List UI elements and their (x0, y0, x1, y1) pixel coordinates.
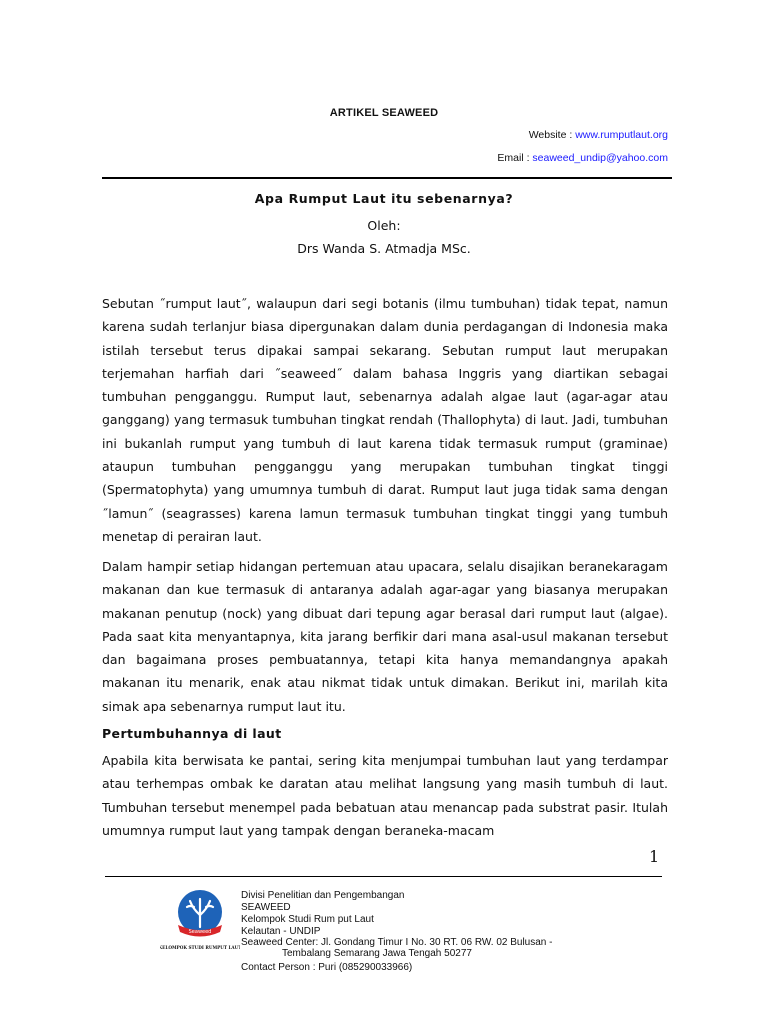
logo-caption: KELOMPOK STUDI RUMPUT LAUT (160, 945, 240, 950)
seaweed-tree-icon (160, 887, 240, 955)
email-line (497, 152, 668, 164)
article-title: Apa Rumput Laut itu sebenarnya? (254, 191, 514, 206)
footer-group: Kelompok Studi Rum put Laut (241, 914, 374, 925)
author-name: Drs Wanda S. Atmadja MSc. (297, 241, 471, 256)
document-label: ARTIKEL SEAWEED (329, 107, 439, 119)
email-label: Email : (497, 152, 533, 164)
paragraph-1-text: Sebutan ˝rumput laut˝, walaupun dari segi botanis (ilmu tumbuhan) tidak tepat, namun karena sudah terlanjur biasa dipergunakan dalam dunia perdagangan di Indonesia maka istilah tersebut terus dipakai sampai sekarang. Sebutan rumput laut merupakan terjemahan harfiah dari ˝seaweed˝ dalam bahasa Inggris yang diartikan sebagai tumbuhan pengganggu. Rumput laut, sebenarnya adalah algae laut (agar-agar atau ganggang) yang termasuk tumbuhan tingkat rendah (Thallophyta) di laut. Jadi, tumbuhan ini bukanlah rumput yang tumbuh di laut karena tidak termasuk rumput (graminae) ataupun tumbuhan pengganggu yang merupakan tumbuhan tingkat tinggi (Spermatophyta) yang umumnya tumbuh di darat. Rumput laut juga tidak sama dengan ˝lamun˝ (seagrasses) karena lamun termasuk tumbuhan tingkat tinggi yang tumbuh menetap di perairan laut. (102, 296, 668, 544)
logo-ribbon-text: Seaweed (188, 929, 212, 935)
website-line (529, 129, 668, 141)
header-divider (102, 177, 672, 179)
footer-division: Divisi Penelitian dan Pengembangan (241, 890, 405, 901)
paragraph-2-text: Dalam hampir setiap hidangan pertemuan atau upacara, selalu disajikan beranekaragam makanan dan kue termasuk di antaranya adalah agar-agar yang biasanya merupakan makanan penutup (nock) yang dibuat dari tepung agar berasal dari rumput laut (algae). Pada saat kita menyantapnya, kita jarang berfikir dari mana asal-usul makanan tersebut dan bagaimana proses pembuatannya, tetapi kita hanya memandangnya apakah makanan itu menarik, enak atau nikmat tidak untuk dimakan. Berikut ini, marilah kita simak apa sebenarnya rumput laut itu. (102, 559, 668, 714)
website-link[interactable]: www.rumputlaut.org (575, 129, 668, 141)
footer-faculty: Kelautan - UNDIP (241, 926, 321, 937)
email-link[interactable]: seaweed_undip@yahoo.com (532, 152, 668, 164)
page-number: 1 (649, 847, 660, 866)
footer-address-cont: Tembalang Semarang Jawa Tengah 50277 (282, 948, 472, 959)
paragraph-2 (102, 555, 668, 718)
footer-address: Seaweed Center: Jl. Gondang Timur I No. 30 RT. 06 RW. 02 Bulusan - (241, 937, 553, 948)
footer-contact: Contact Person : Puri (085290033966) (241, 962, 413, 973)
by-label: Oleh: (367, 218, 401, 233)
paragraph-3-text: Apabila kita berwisata ke pantai, sering kita menjumpai tumbuhan laut yang terdampar atau terhempas ombak ke daratan atau melihat langsung yang masih tumbuh di laut. Tumbuhan tersebut menempel pada bebatuan atau menancap pada substrat pasir. Itulah umumnya rumput laut yang tampak dengan beraneka-macam (102, 753, 668, 838)
paragraph-3 (102, 749, 668, 842)
section-heading: Pertumbuhannya di laut (102, 726, 282, 741)
paragraph-1 (102, 292, 668, 548)
footer-divider (105, 876, 662, 877)
seaweed-logo (160, 887, 240, 955)
footer-org: SEAWEED (241, 902, 291, 913)
website-label: Website : (528, 129, 576, 141)
